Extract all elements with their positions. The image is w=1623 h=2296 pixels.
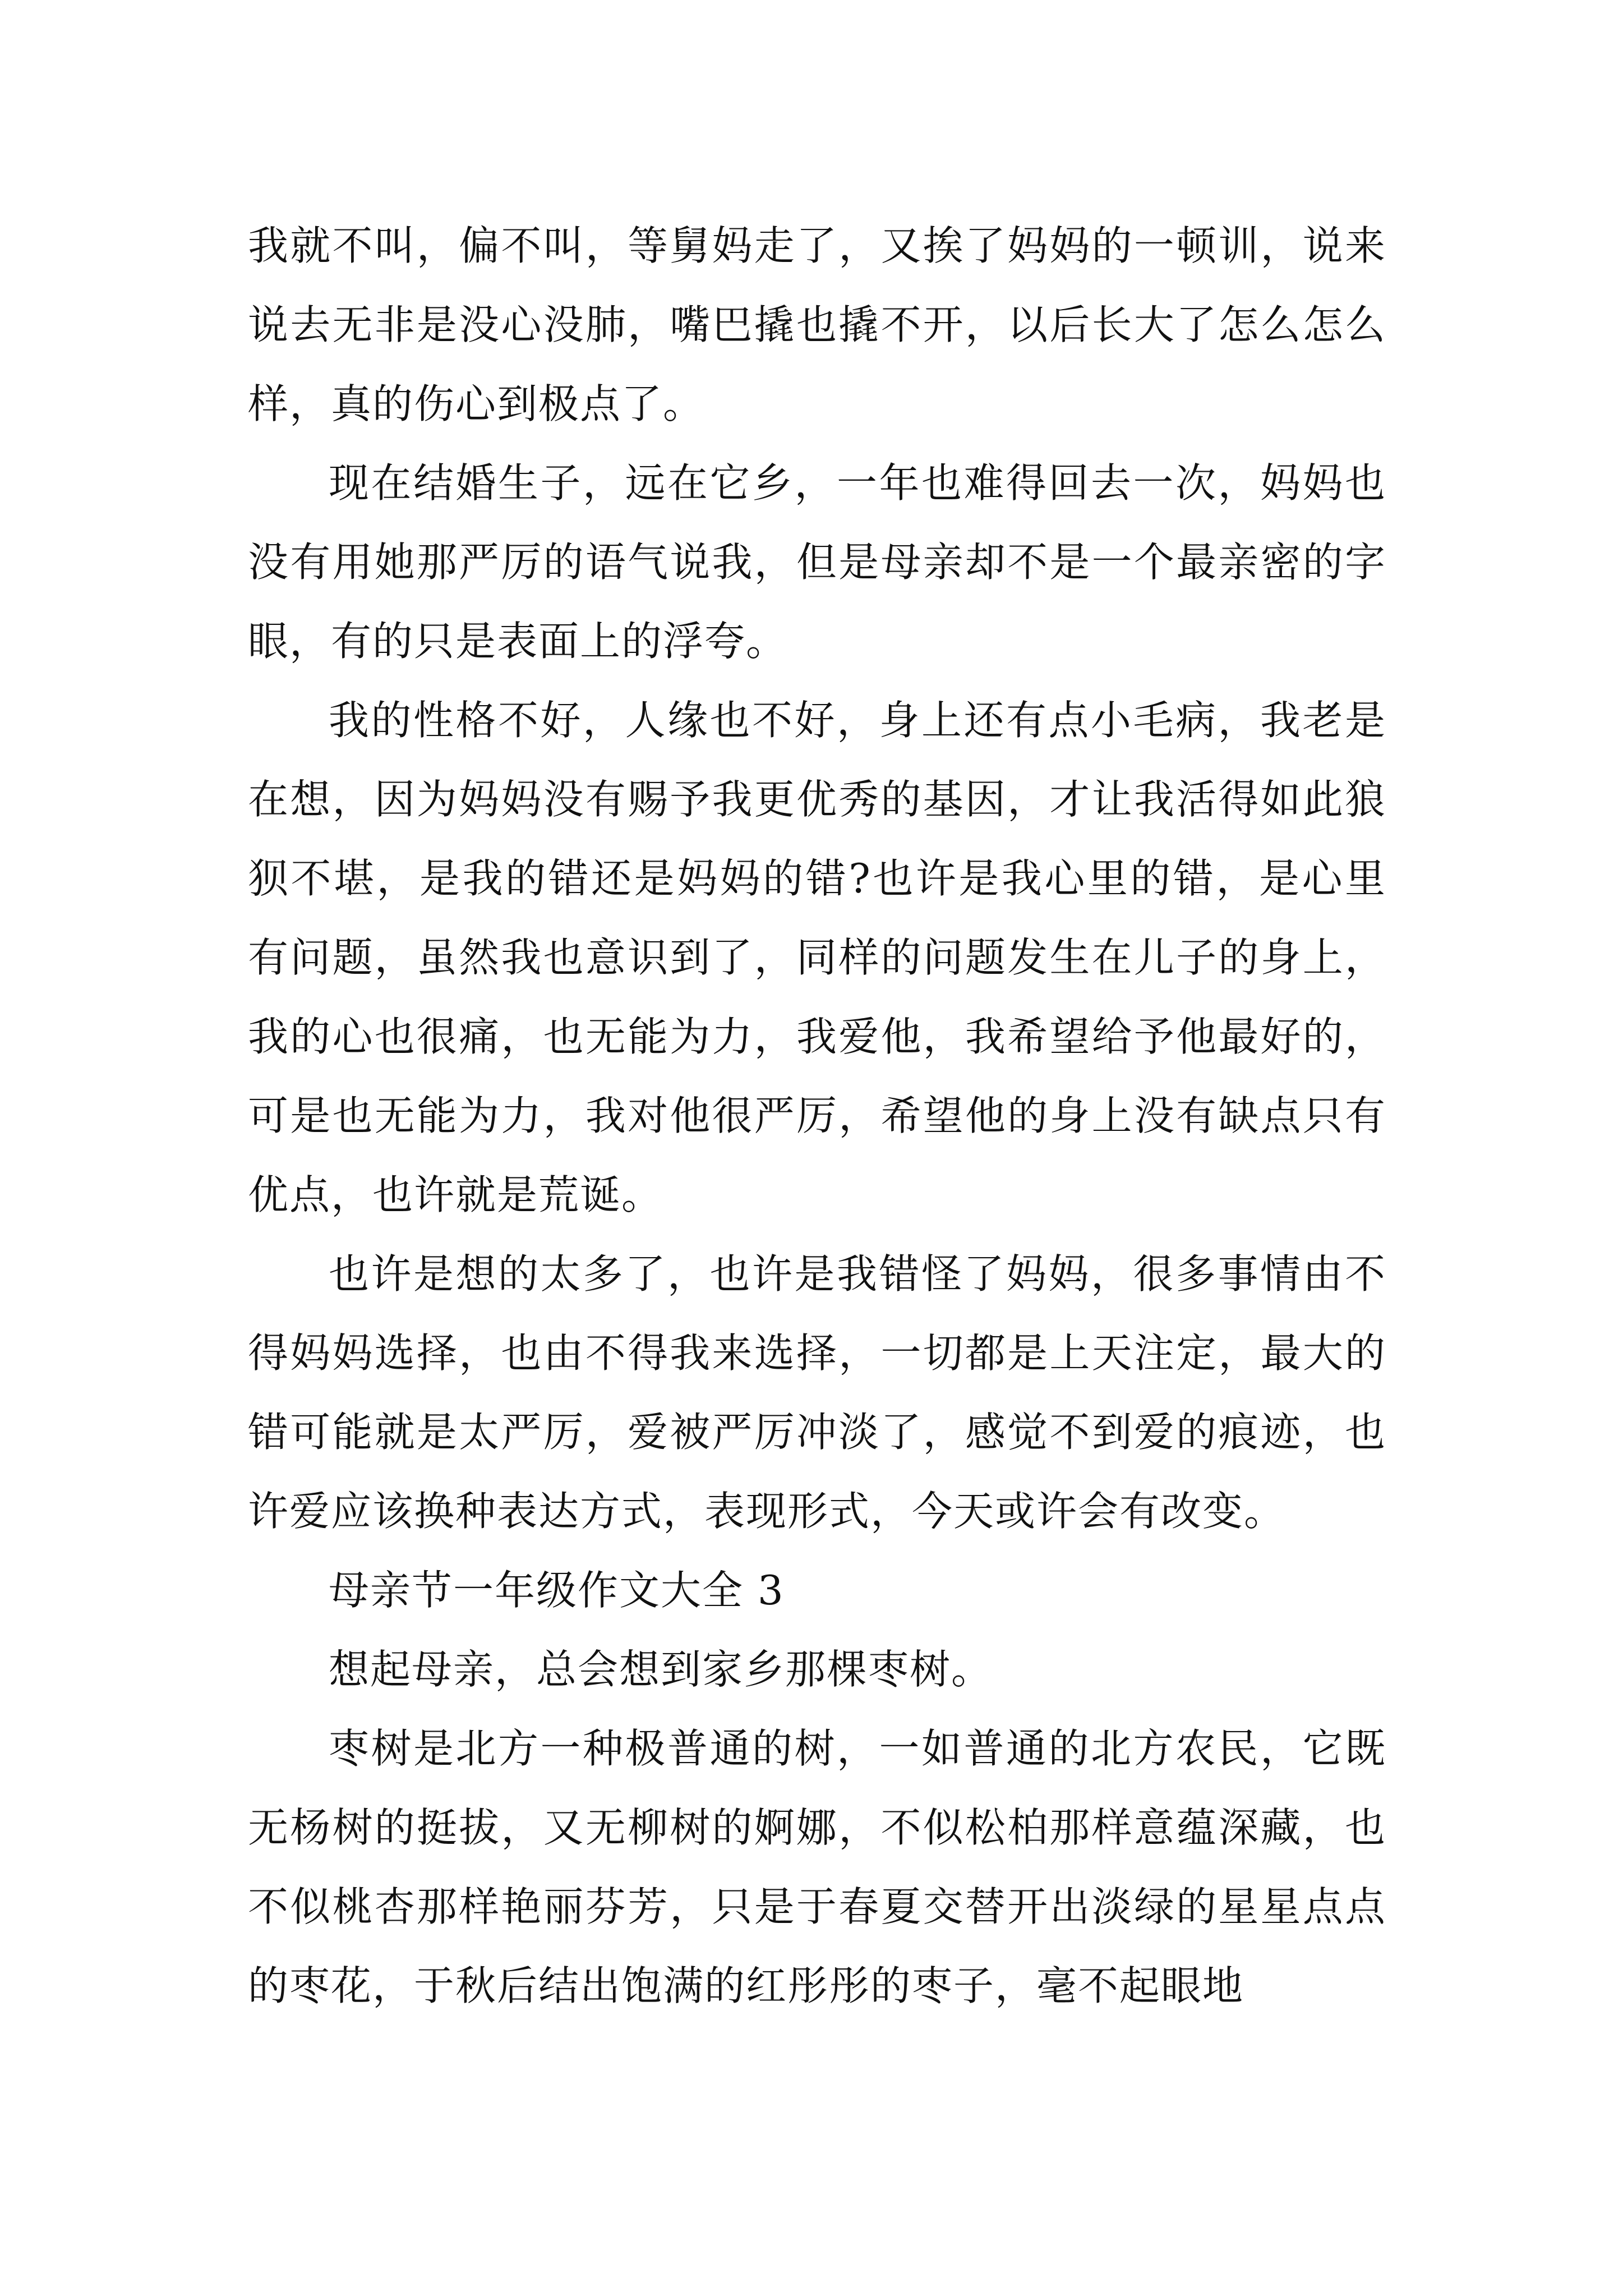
paragraph-2: 现在结婚生子，远在它乡，一年也难得回去一次，妈妈也没有用她那严厉的语气说我，但是母亲却不是一个最亲密的字眼，有的只是表面上的浮夸。	[248, 459, 1386, 665]
paragraph-3: 我的性格不好，人缘也不好，身上还有点小毛病，我老是在想，因为妈妈没有赐予我更优秀的基因，才让我活得如此狼狈不堪，是我的错还是妈妈的错?也许是我心里的错，是心里有问题，虽然我也意识到了，同样的问题发生在儿子的身上，我的心也很痛，也无能为力，我爱他，我希望给予他最好的，可是也无能为力，我对他很严厉，希望他的身上没有缺点只有优点，也许就是荒诞。	[248, 697, 1386, 1218]
paragraph-6: 枣树是北方一种极普通的树，一如普通的北方农民，它既无杨树的挺拔，又无柳树的婀娜，不似松柏那样意蕴深藏，也不似桃杏那样艳丽芬芳，只是于春夏交替开出淡绿的星星点点的枣花，于秋后结出饱满的红彤彤的枣子，毫不起眼地	[248, 1725, 1386, 2009]
section-title: 母亲节一年级作文大全 3	[329, 1567, 785, 1614]
document-body	[248, 206, 1386, 2026]
paragraph-5: 想起母亲，总会想到家乡那棵枣树。	[329, 1646, 993, 1693]
paragraph-1: 我就不叫，偏不叫，等舅妈走了，又挨了妈妈的一顿训，说来说去无非是没心没肺，嘴巴撬也撬不开，以后长大了怎么怎么样，真的伤心到极点了。	[248, 222, 1386, 427]
paragraph-4: 也许是想的太多了，也许是我错怪了妈妈，很多事情由不得妈妈选择，也由不得我来选择，一切都是上天注定，最大的错可能就是太严厉，爱被严厉冲淡了，感觉不到爱的痕迹，也许爱应该换种表达方式，表现形式，今天或许会有改变。	[248, 1250, 1386, 1535]
